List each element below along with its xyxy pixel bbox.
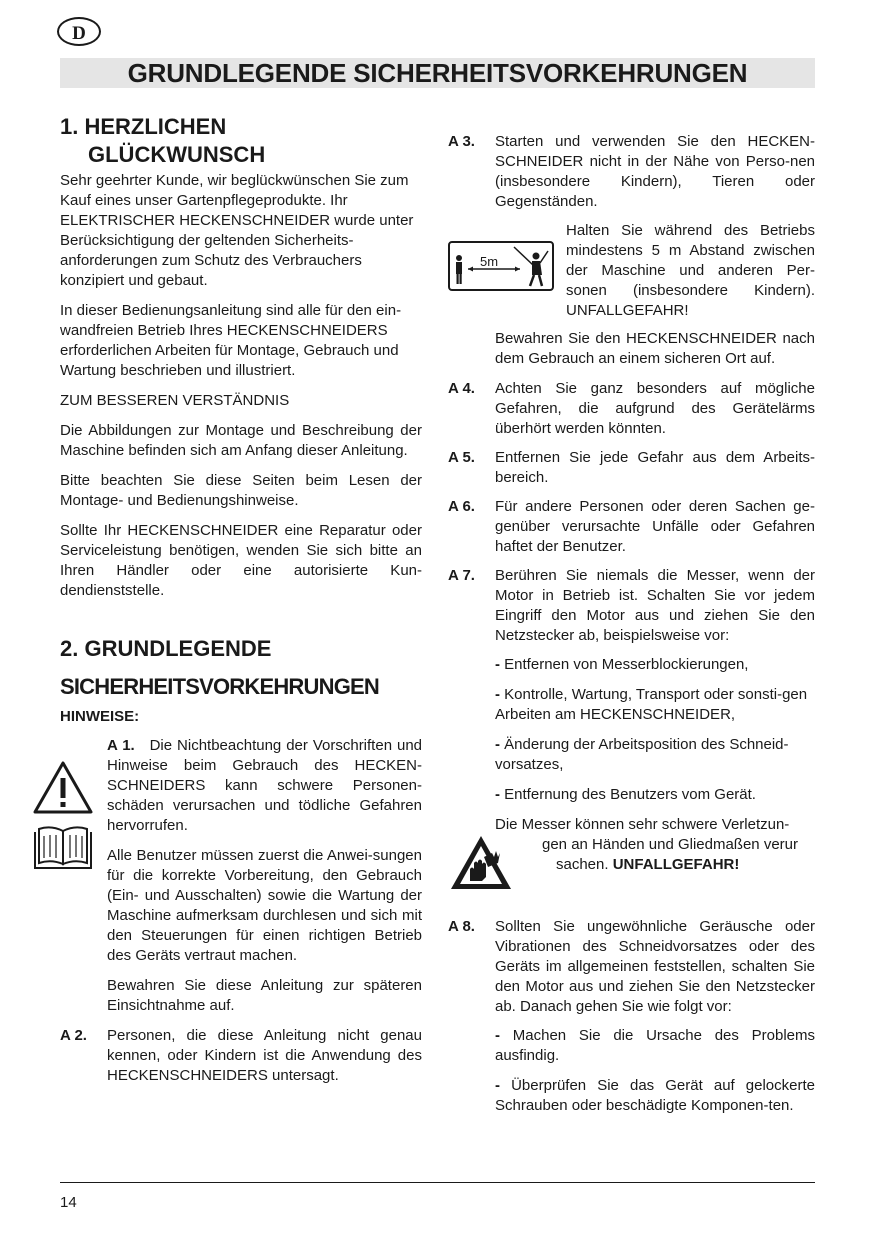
list-item: - Entfernung des Benutzers vom Gerät.: [495, 786, 756, 803]
a1-paragraph-2: Alle Benutzer müssen zuerst die Anwei-sungen für die korrekte Vorbereitung, den Gebrauch (Ein- und Ausschalten) sowie die Wartung der Maschine aufmerksam durchlesen und sich mit den Steuerungen für einen richtigen Betrieb des Geräts vertraut machen.: [107, 847, 422, 964]
notes-label: HINWEISE:: [60, 708, 140, 725]
a4-text: Achten Sie ganz besonders auf mögliche Gefahren, die aufgrund des Gerätelärms überhört werden könnten.: [495, 380, 815, 437]
section-1-heading-cont: GLÜCKWUNSCH: [88, 142, 266, 167]
a6-text: Für andere Personen oder deren Sachen ge-genüber verursachte Unfälle oder Gefahren haftet der Benutzer.: [495, 498, 815, 555]
distance-label: 5m: [480, 254, 499, 269]
paragraph: ZUM BESSEREN VERSTÄNDNIS: [60, 392, 290, 409]
page-number: 14: [60, 1194, 77, 1211]
a2-label: A 2.: [60, 1027, 87, 1044]
section-2-heading: 2. GRUNDLEGENDE: [60, 636, 272, 661]
paragraph: Die Abbildungen zur Montage und Beschreibung der Maschine befinden sich am Anfang dieser Anleitung.: [60, 422, 422, 459]
a7-label: A 7.: [448, 567, 475, 584]
list-item: - Machen Sie die Ursache des Problems ausfindig.: [495, 1027, 816, 1064]
a7-warning-line-3: sachen. UNFALLGEFAHR!: [556, 856, 740, 873]
a2-item: [60, 1026, 422, 1086]
a8-item: [448, 917, 815, 1017]
language-badge: D: [57, 17, 101, 46]
a7-item: [448, 566, 815, 646]
a7-warning-block: [448, 815, 815, 893]
a2-text: Personen, die diese Anleitung nicht genau kennen, oder Kindern ist die Anwendung des HECKENSCHNEIDERS untersagt.: [107, 1027, 422, 1084]
a8-label: A 8.: [448, 918, 475, 935]
a1-text-block: [107, 736, 422, 1026]
a3-figure-text: Halten Sie während des Betriebs mindestens 5 m Abstand zwischen der Maschine und anderen Per-sonen (insbesondere Kindern). UNFALLGEFAHR!: [566, 222, 815, 319]
a1-text: Die Nichtbeachtung der Vorschriften und Hinweise beim Gebrauch des HECKEN-SCHNEIDERS kann schwere Personen-schäden verursachen und tödliche Gefahren hervorrufen.: [107, 737, 423, 834]
paragraph: In dieser Bedienungsanleitung sind alle für den ein-wandfreien Betrieb Ihres HECKENSCHNEIDERS erforderlichen Arbeiten für Montage, Gebrauch und Wartung beschrieben und illustriert.: [60, 302, 402, 379]
a5-label: A 5.: [448, 449, 475, 466]
a1-paragraph-3: Bewahren Sie diese Anleitung zur späteren Einsichtnahme auf.: [107, 977, 422, 1014]
a5-item: [448, 448, 815, 488]
right-column: [448, 132, 815, 1126]
warning-triangle-icon: [32, 760, 94, 816]
manual-book-icon: [32, 824, 94, 872]
distance-5m-icon: [448, 241, 554, 291]
a1-icons: [60, 736, 107, 1026]
left-column: [60, 113, 422, 1095]
section-1-heading: 1. HERZLICHEN: [60, 114, 227, 139]
a7-warning-line-2: gen an Händen und Gliedmaßen verur: [542, 836, 798, 853]
a1-label: A 1.: [107, 737, 135, 754]
a3-text: Starten und verwenden Sie den HECKEN-SCHNEIDER nicht in der Nähe von Perso-nen (insbesondere Kindern), Tieren oder Gegenständen.: [495, 133, 815, 210]
a5-text: Entfernen Sie jede Gefahr aus dem Arbeits-bereich.: [495, 449, 815, 486]
a7-text: Berühren Sie niemals die Messer, wenn der Motor in Betrieb ist. Schalten Sie vor jedem Eingriff den Motor aus und ziehen Sie den Netzstecker ab, beispielsweise vor:: [495, 567, 815, 644]
list-item: - Kontrolle, Wartung, Transport oder sonsti-gen Arbeiten am HECKENSCHNEIDER,: [495, 686, 808, 723]
a3-distance-figure: [448, 221, 815, 321]
section-2-heading-cont: SICHERHEITSVORKEHRUNGEN: [60, 674, 379, 699]
list-item: - Änderung der Arbeitsposition des Schneid-vorsatzes,: [495, 736, 789, 773]
a8-text: Sollten Sie ungewöhnliche Geräusche oder Vibrationen des Schneidvorsatzes oder des Geräts im allgemeinen feststellen, schalten Sie den Motor aus und ziehen Sie den Netzstecker ab. Danach gehen Sie wie folgt vor:: [495, 918, 815, 1015]
footer-divider: [60, 1182, 815, 1183]
accident-hazard-label: UNFALLGEFAHR!: [612, 856, 740, 873]
a3-paragraph-3: Bewahren Sie den HECKENSCHNEIDER nach dem Gebrauch an einem sicheren Ort auf.: [495, 330, 815, 367]
a3-item: [448, 132, 815, 212]
page-title: GRUNDLEGENDE SICHERHEITSVORKEHRUNGEN: [60, 58, 815, 88]
paragraph: Bitte beachten Sie diese Seiten beim Lesen der Montage- und Bedienungshinweise.: [60, 472, 422, 509]
a4-label: A 4.: [448, 380, 475, 397]
list-item: - Entfernen von Messerblockierungen,: [495, 656, 749, 673]
paragraph: Sollte Ihr HECKENSCHNEIDER eine Reparatur oder Serviceleistung benötigen, wenden Sie sich bitte an Ihren Händler oder eine autorisierte Kun-dendienststelle.: [60, 522, 422, 599]
a7-warning-line-1: Die Messer können sehr schwere Verletzun-: [495, 816, 790, 833]
paragraph: Sehr geehrter Kunde, wir beglückwünschen Sie zum Kauf eines unser Gartenpflegeprodukte. Ihr ELEKTRISCHER HECKENSCHNEIDER wurde unter Berücksichtigung der geltenden Sicherheits-anforderungen zum Schutz des Verbrauchers konzipiert und gebaut.: [60, 172, 414, 289]
a3-label: A 3.: [448, 133, 475, 150]
a6-item: [448, 497, 815, 557]
a4-item: [448, 379, 815, 439]
list-item: - Überprüfen Sie das Gerät auf gelockerte Schrauben oder beschädigte Komponen-ten.: [495, 1077, 815, 1114]
a6-label: A 6.: [448, 498, 475, 515]
a1-block: [60, 736, 422, 1026]
